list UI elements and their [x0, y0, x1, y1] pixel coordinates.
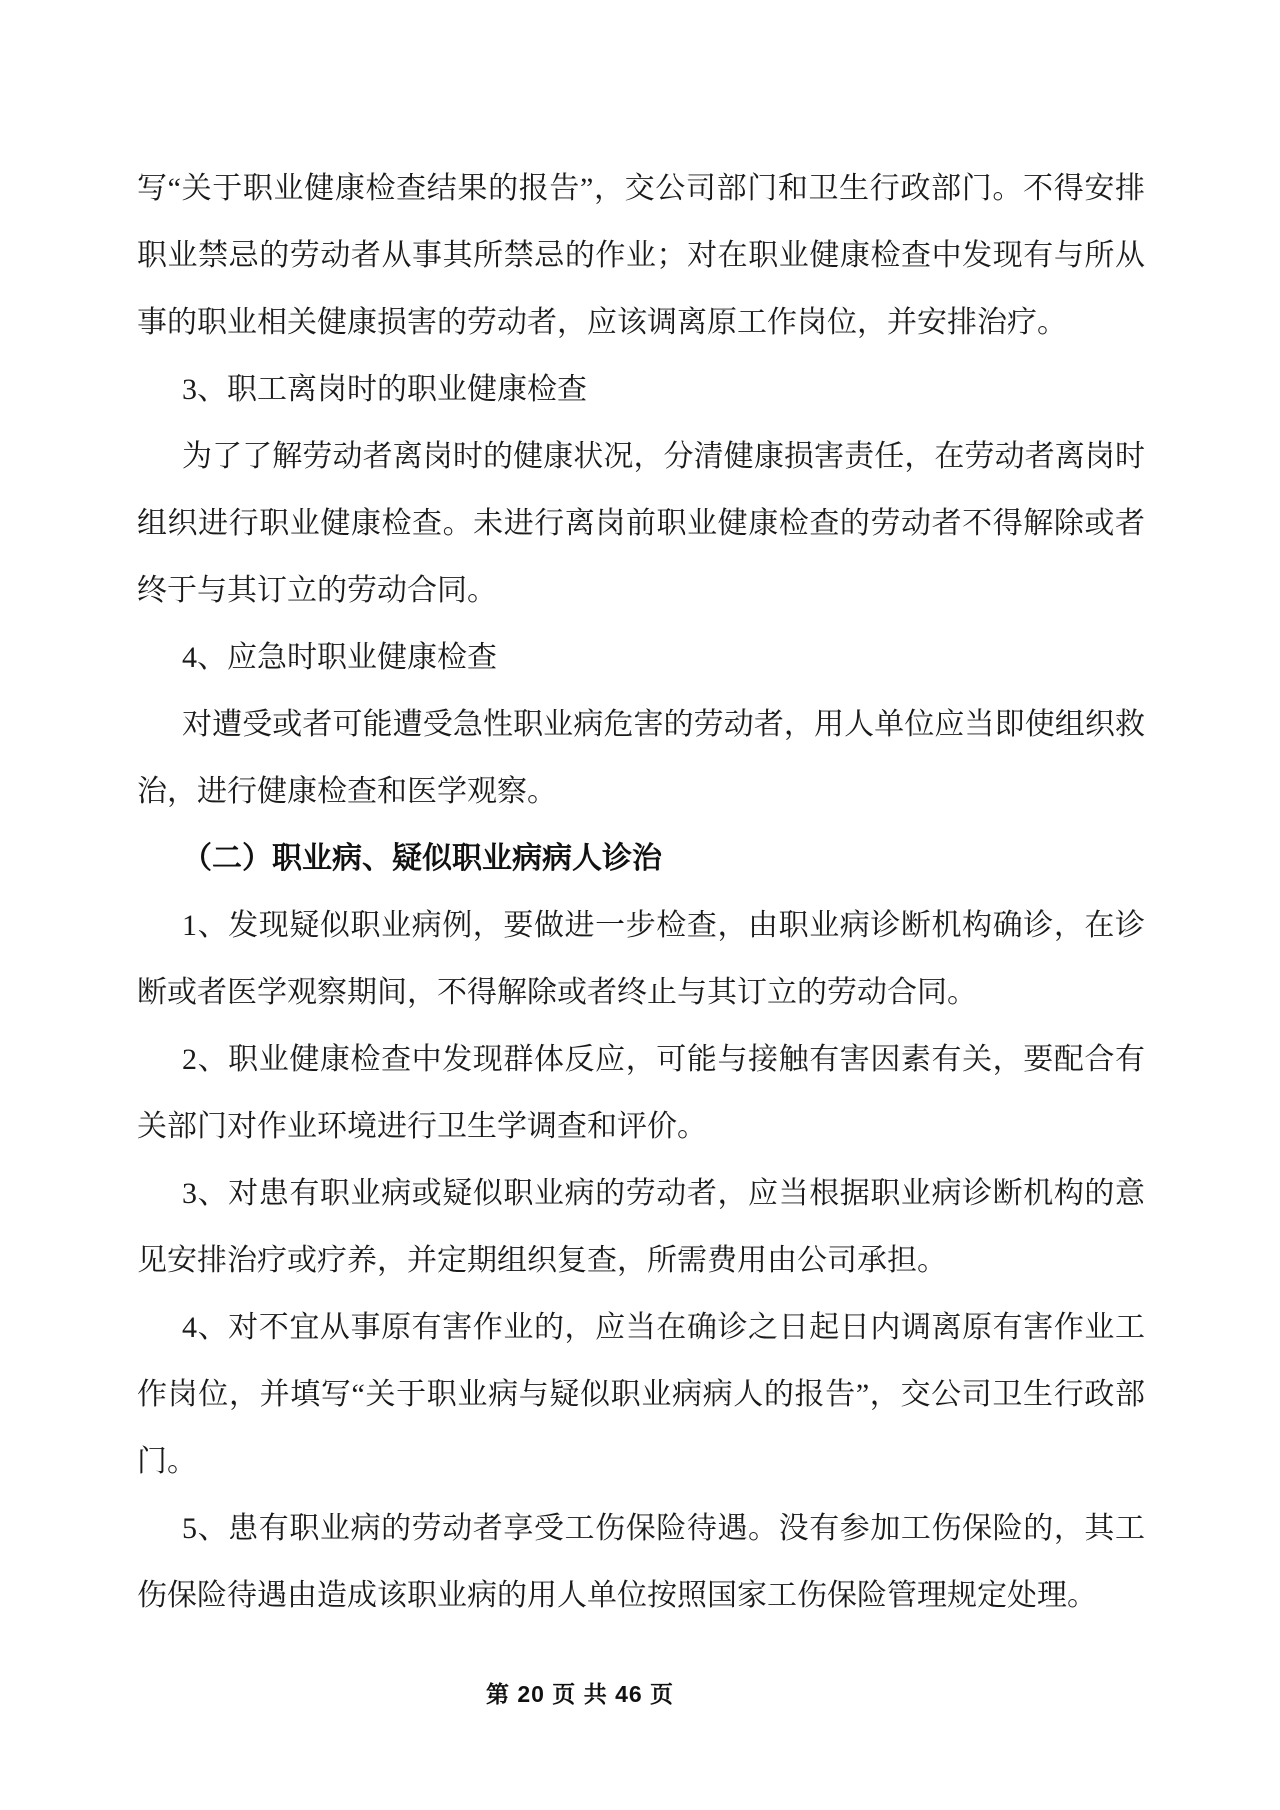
page-number-label: 第 20 页 共 46 页	[485, 1681, 675, 1707]
paragraph: 为了了解劳动者离岗时的健康状况，分清健康损害责任，在劳动者离岗时组织进行职业健康检查。未进行离岗前职业健康检查的劳动者不得解除或者终于与其订立的劳动合同。	[137, 440, 1145, 607]
paragraph: 3、对患有职业病或疑似职业病的劳动者，应当根据职业病诊断机构的意见安排治疗或疗养，并定期组织复查，所需费用由公司承担。	[137, 1177, 1145, 1277]
paragraph: 2、职业健康检查中发现群体反应，可能与接触有害因素有关，要配合有关部门对作业环境进行卫生学调查和评价。	[137, 1043, 1145, 1143]
page-footer	[0, 1678, 1160, 1710]
paragraph: 1、发现疑似职业病例，要做进一步检查，由职业病诊断机构确诊，在诊断或者医学观察期间，不得解除或者终止与其订立的劳动合同。	[137, 909, 1145, 1009]
paragraph: 4、对不宜从事原有害作业的，应当在确诊之日起日内调离原有害作业工作岗位，并填写“关于职业病与疑似职业病病人的报告”，交公司卫生行政部门。	[137, 1311, 1145, 1478]
numbered-item-heading: 4、应急时职业健康检查	[182, 641, 497, 674]
numbered-item-heading: 3、职工离岗时的职业健康检查	[182, 373, 587, 406]
section-heading: （二）职业病、疑似职业病病人诊治	[182, 842, 662, 875]
paragraph: 5、患有职业病的劳动者享受工伤保险待遇。没有参加工伤保险的，其工伤保险待遇由造成该职业病的用人单位按照国家工伤保险管理规定处理。	[137, 1512, 1145, 1612]
document-body	[137, 155, 1145, 1629]
paragraph: 对遭受或者可能遭受急性职业病危害的劳动者，用人单位应当即使组织救治，进行健康检查和医学观察。	[137, 708, 1145, 808]
paragraph: 写“关于职业健康检查结果的报告”，交公司部门和卫生行政部门。不得安排职业禁忌的劳动者从事其所禁忌的作业；对在职业健康检查中发现有与所从事的职业相关健康损害的劳动者，应该调离原工作岗位，并安排治疗。	[137, 172, 1145, 339]
